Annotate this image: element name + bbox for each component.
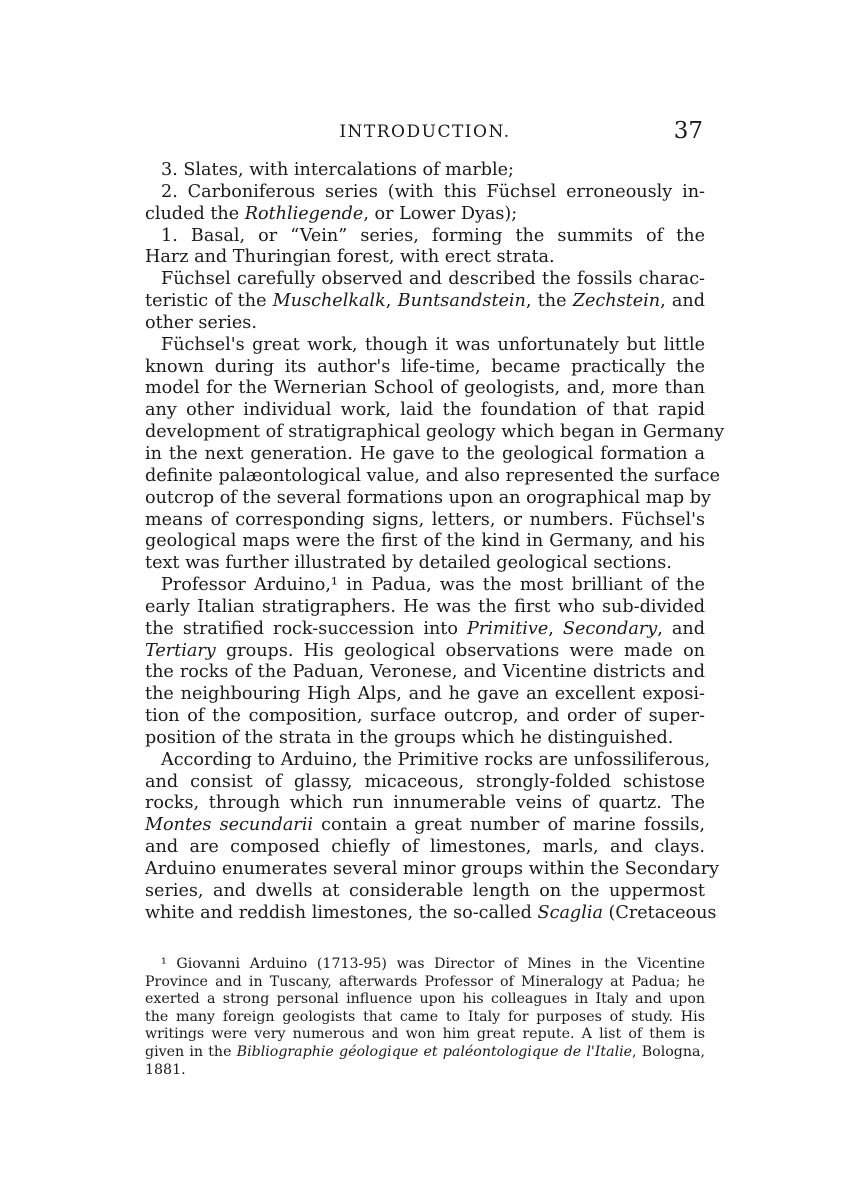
text-line: series, and dwells at considerable length on the uppermost [145,880,705,901]
text-line: other series. [145,312,257,333]
text-line: the neighbouring High Alps, and he gave an excellent exposi- [145,684,705,705]
footnote-line: 1881. [145,1061,186,1078]
text-line: white and reddish limestones, the so-called Scaglia (Cretaceous [145,902,717,923]
page-number: 37 [673,118,703,144]
paragraph [145,749,720,925]
body-text [145,160,725,925]
text-line: early Italian stratigraphers. He was the first who sub-divided [145,596,705,617]
running-head [145,118,705,148]
text-line: development of stratigraphical geology which began in Germany [145,422,725,443]
footnote-line: exerted a strong personal influence upon his colleagues in Italy and upon [145,991,705,1008]
text-line: 2. Carboniferous series (with this Füchsel erroneously in- [161,181,705,202]
paragraph [145,182,705,226]
text-line: cluded the Rothliegende, or Lower Dyas); [145,203,518,224]
text-line: Tertiary groups. His geological observations were made on [145,640,705,661]
text-line: definite palæontological value, and also represented the surface [145,465,721,486]
running-title: INTRODUCTION. [339,122,511,142]
text-line: position of the strata in the groups which he distinguished. [145,727,674,748]
text-line: means of corresponding signs, letters, or numbers. Füchsel's [145,509,705,530]
footnote-line: writings were very numerous and won him great repute. A list of them is [145,1026,705,1043]
text-line: outcrop of the several formations upon an orographical map by [145,487,711,508]
paragraph [145,575,705,750]
text-line: in the next generation. He gave to the geological formation a [145,443,705,464]
footnote-line: given in the Bibliographie géologique et paléontologique de l'Italie, Bologna, [145,1043,705,1060]
footnote [145,956,705,1079]
text-line: any other individual work, laid the foundation of that rapid [145,400,705,421]
text-line: and are composed chiefly of limestones, marls, and clays. [145,837,705,858]
text-line: 3. Slates, with intercalations of marble; [161,160,514,180]
text-line: model for the Wernerian School of geologists, and, more than [145,378,705,399]
text-line: Arduino enumerates several minor groups within the Secondary [145,859,720,879]
text-line: and consist of glassy, micaceous, strongly-folded schistose [145,771,705,792]
text-line: 1. Basal, or “Vein” series, forming the summits of the [161,225,705,246]
footnote-line: ¹ Giovanni Arduino (1713-95) was Director of Mines in the Vicentine [161,956,705,972]
footnote-line: Province and in Tuscany, afterwards Professor of Mineralogy at Padua; he [145,973,705,990]
text-line: text was further illustrated by detailed geological sections. [145,553,672,574]
text-line: Professor Arduino,¹ in Padua, was the most brilliant of the [161,575,705,596]
text-line: geological maps were the first of the kind in Germany, and his [145,531,705,552]
paragraph [145,269,705,335]
paragraph [145,160,705,182]
text-line: Füchsel's great work, though it was unfortunately but little [161,334,705,355]
paragraph [145,226,705,270]
text-line: known during its author's life-time, became practically the [145,356,705,377]
text-line: Harz and Thuringian forest, with erect strata. [145,247,555,268]
text-line: Füchsel carefully observed and described the fossils charac- [161,269,705,290]
text-line: tion of the composition, surface outcrop, and order of super- [145,706,705,727]
paragraph [145,334,725,575]
footnote-line: the many foreign geologists that came to Italy for purposes of study. His [145,1008,705,1025]
text-line: According to Arduino, the Primitive rocks are unfossiliferous, [161,749,711,770]
text-line: rocks, through which run innumerable veins of quartz. The [145,793,705,814]
text-line: the stratified rock-succession into Primitive, Secondary, and [145,618,705,639]
text-line: teristic of the Muschelkalk, Buntsandstein, the Zechstein, and [145,291,705,312]
text-line: the rocks of the Paduan, Veronese, and Vicentine districts and [145,662,705,683]
text-line: Montes secundarii contain a great number of marine fossils, [145,815,705,836]
